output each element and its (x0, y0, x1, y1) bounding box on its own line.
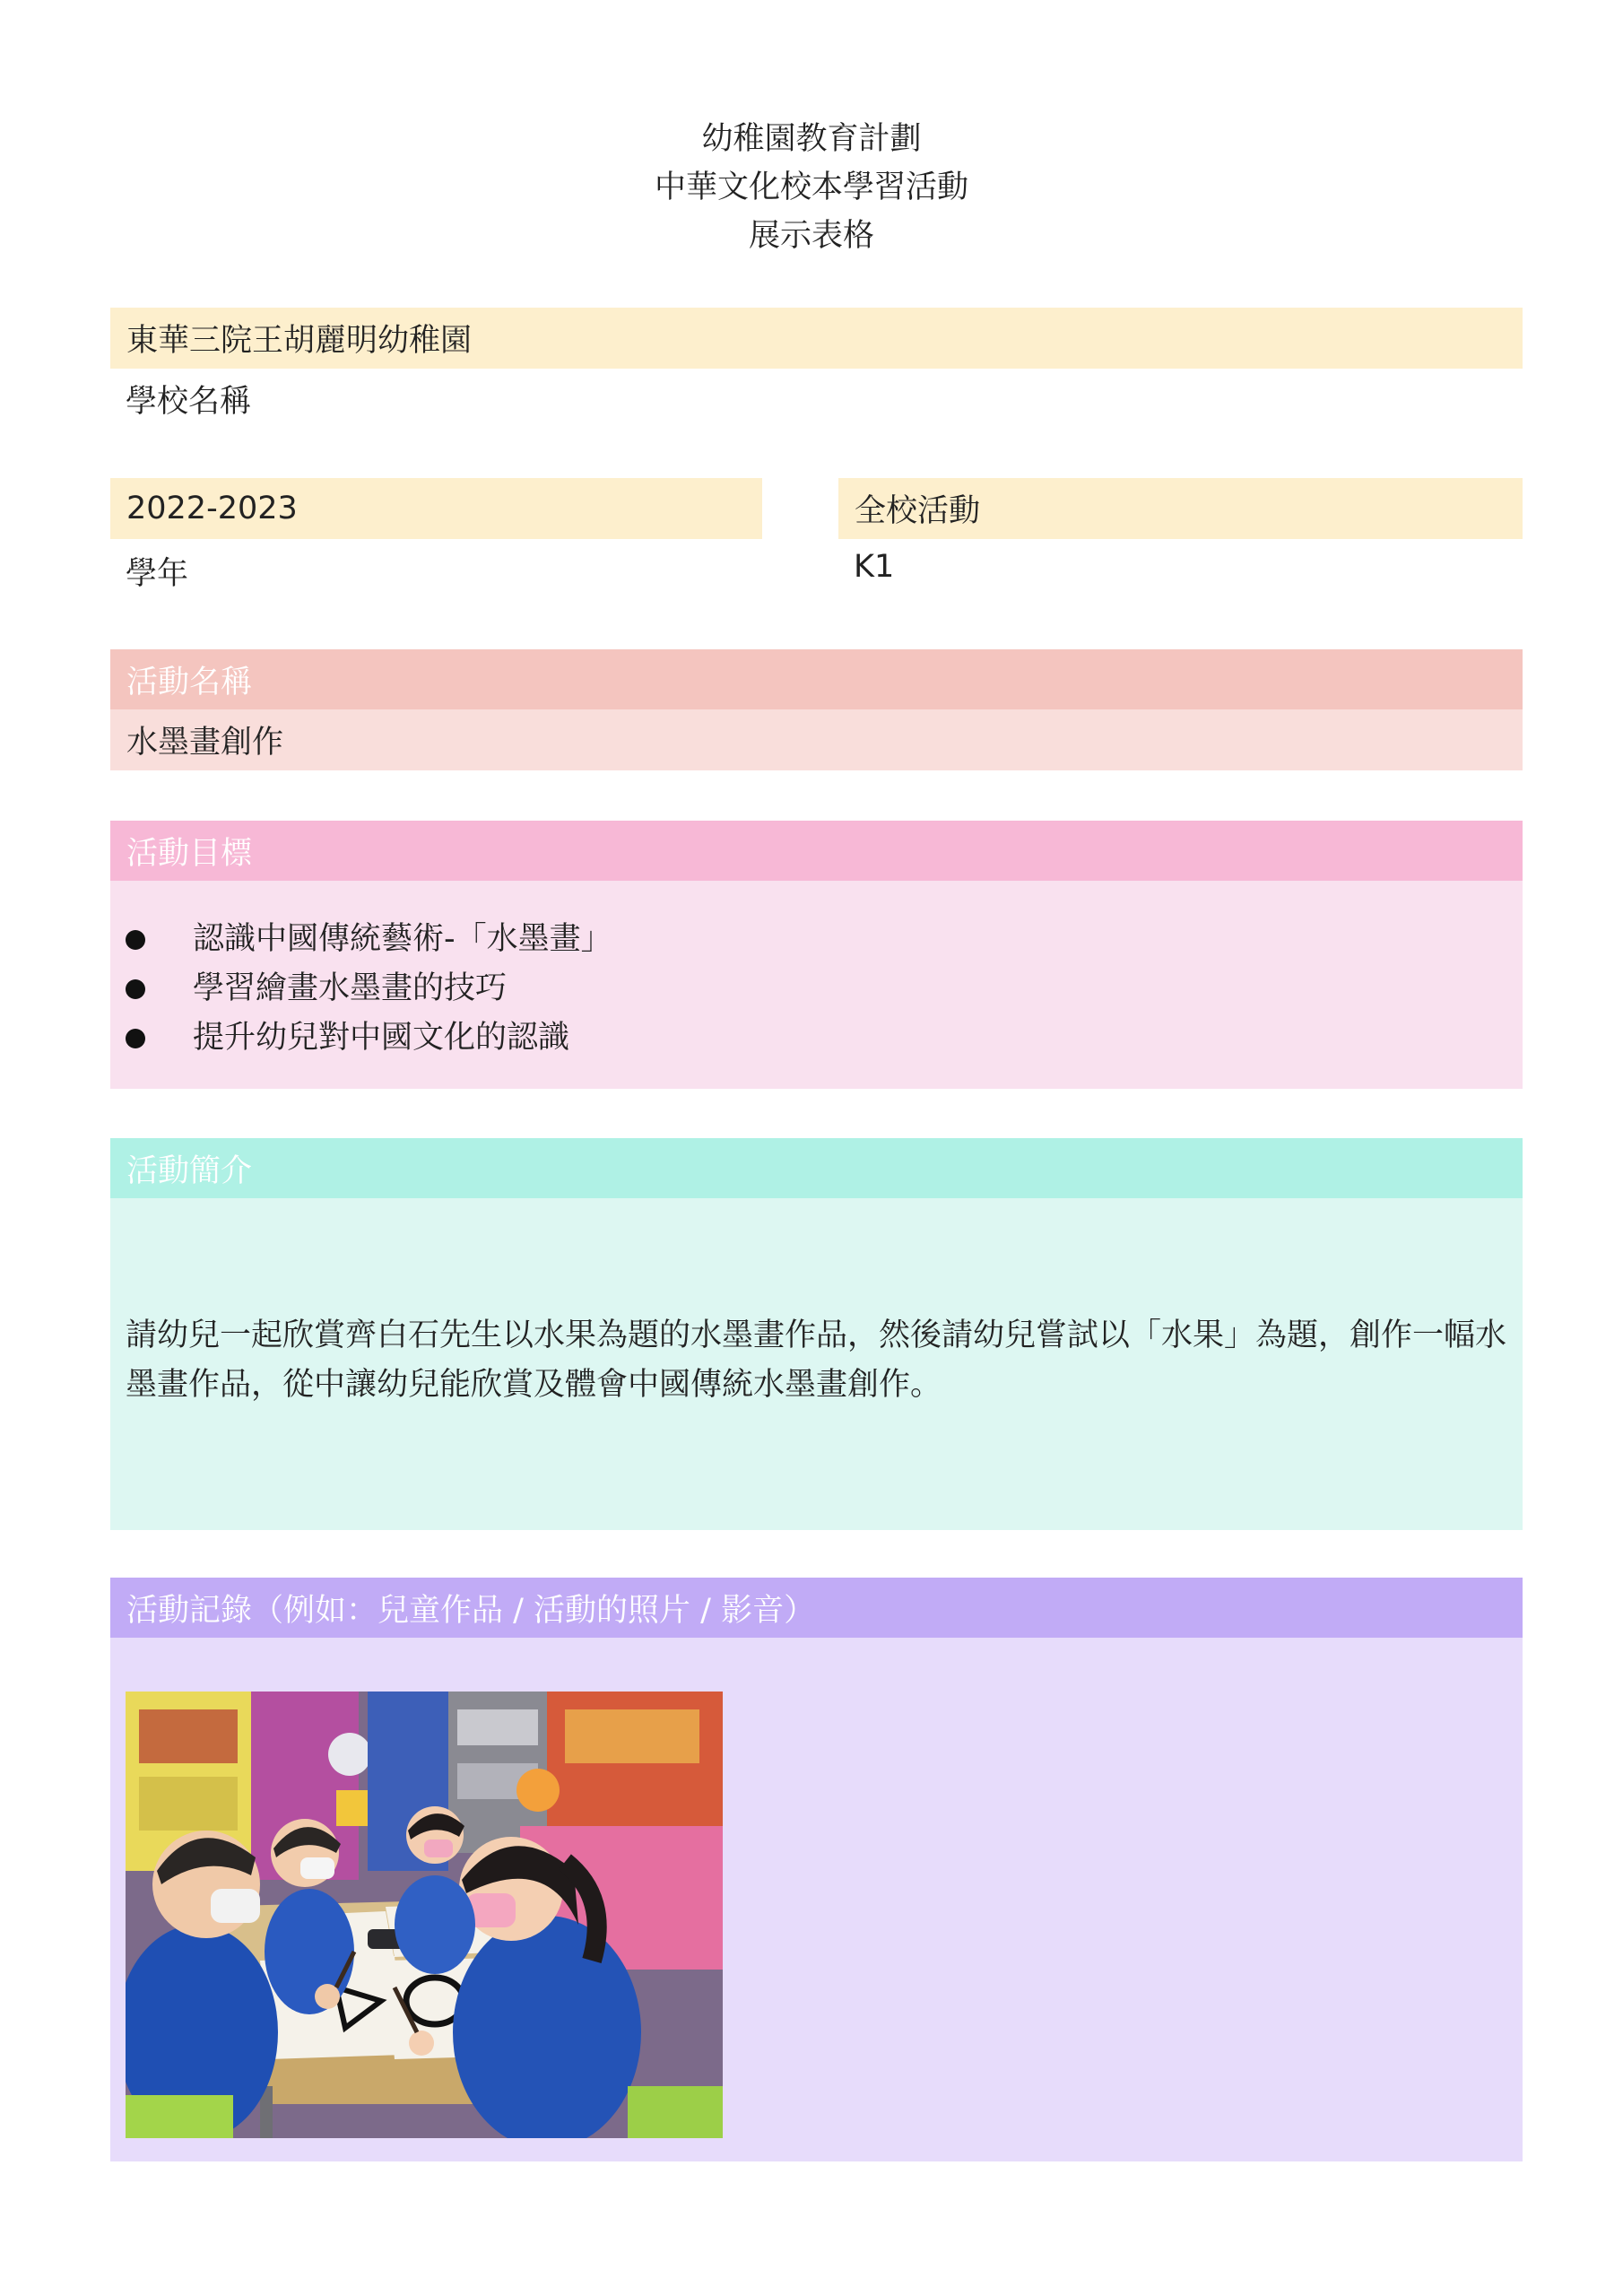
activity-goals-header (110, 821, 1523, 881)
goal-text: 學習繪畫水墨畫的技巧 (193, 970, 508, 1006)
school-year-value: 2022-2023 (126, 491, 298, 526)
activity-photo (126, 1692, 723, 2138)
activity-record-header (110, 1578, 1523, 1638)
title-line-2: 中華文化校本學習活動 (654, 170, 968, 205)
class-level-label: K1 (854, 549, 895, 585)
activity-scope-value: 全校活動 (855, 493, 981, 529)
school-year-field (110, 478, 762, 539)
activity-goals-header-text: 活動目標 (126, 835, 253, 872)
title-line-3: 展示表格 (748, 218, 874, 254)
classroom-photo-image (126, 1692, 723, 2138)
activity-name-body (110, 709, 1523, 770)
activity-name-header (110, 649, 1523, 709)
activity-name-header-text: 活動名稱 (126, 664, 253, 700)
bullet-icon (126, 979, 145, 999)
school-name-label: 學校名稱 (126, 384, 252, 420)
goal-item (126, 964, 612, 1013)
activity-intro-text: 請幼兒一起欣賞齊白石先生以水果為題的水墨畫作品，然後請幼兒嘗試以「水果」為題，創作一幅水墨畫作品，從中讓幼兒能欣賞及體會中國傳統水墨畫創作。 (126, 1318, 1507, 1403)
goal-item (126, 1013, 612, 1063)
document-title (0, 115, 1623, 260)
activity-intro-header-text: 活動簡介 (126, 1152, 253, 1189)
activity-intro-header (110, 1138, 1523, 1198)
school-name-field (110, 308, 1523, 369)
bullet-icon (126, 930, 145, 950)
activity-name-value: 水墨畫創作 (126, 725, 284, 761)
bullet-icon (126, 1029, 145, 1048)
goal-item (126, 915, 612, 964)
title-line-1: 幼稚園教育計劃 (701, 121, 922, 157)
activity-goals-list (126, 915, 612, 1063)
activity-record-header-text: 活動記錄（例如：兒童作品 / 活動的照片 / 影音） (126, 1592, 816, 1629)
school-year-label: 學年 (126, 556, 189, 592)
school-name-value: 東華三院王胡麗明幼稚園 (126, 323, 473, 359)
goal-text: 認識中國傳統藝術-「水墨畫」 (193, 921, 612, 957)
goal-text: 提升幼兒對中國文化的認識 (193, 1020, 570, 1056)
activity-scope-field (838, 478, 1523, 539)
